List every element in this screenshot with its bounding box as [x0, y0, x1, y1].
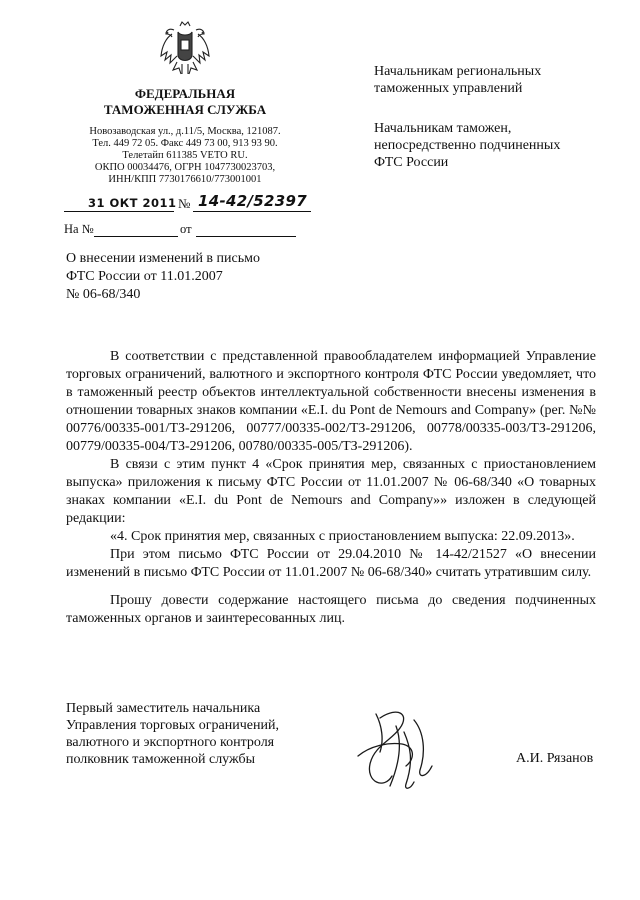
ref-date-underline — [196, 236, 296, 237]
letter-body — [66, 348, 596, 628]
subject-line1: О внесении изменений в письмо — [66, 251, 260, 266]
body-paragraph-2: В связи с этим пункт 4 «Срок принятия мер, связанных с приостановлением выпуска» приложения к письму ФТС России от 11.01.2007 № 06-68/340 «О товарных знаках компании «E.I. du Pont de Nemours and Company»» изложен в следующей редакции: — [66, 457, 596, 526]
addressee-1-line1: Начальникам региональных — [374, 64, 542, 79]
addressee-1-line2: таможенных управлений — [374, 81, 523, 96]
signatory-title-line3: валютного и экспортного контроля — [66, 735, 275, 750]
org-phone-fax: Тел. 449 72 05. Факс 449 73 00, 913 93 90. — [92, 138, 278, 149]
number-underline — [193, 211, 311, 212]
outgoing-date-stamp: 31 ОКТ 2011 — [88, 196, 177, 210]
state-emblem-icon — [158, 20, 212, 78]
ref-number-underline — [94, 236, 178, 237]
org-name-line2: ТАМОЖЕННАЯ СЛУЖБА — [103, 102, 267, 117]
addressee-2-line1: Начальникам таможен, — [374, 121, 512, 136]
body-paragraph-3: «4. Срок принятия мер, связанных с приостановлением выпуска: 22.09.2013». — [110, 529, 575, 544]
org-inn-kpp: ИНН/КПП 7730176610/773001001 — [108, 174, 262, 185]
addressee-2-line3: ФТС России — [374, 155, 449, 170]
signatory-title-line1: Первый заместитель начальника — [66, 701, 261, 716]
body-paragraph-5: Прошу довести содержание настоящего письма до сведения подчиненных таможенных органов и заинтересованных лиц. — [66, 593, 596, 626]
org-address: Новозаводская ул., д.11/5, Москва, 121087. — [89, 126, 281, 137]
handwritten-signature — [340, 706, 450, 796]
body-paragraph-1: В соответствии с представленной правообладателем информацией Управление торговых ограничений, валютного и экспортного контроля ФТС России уведомляет, что в таможенный реестр объектов интеллектуальной собственности внесены изменения в отношении товарных знаков компании «E.I. du Pont de Nemours and Company» (рег. №№ 00776/00335-001/ТЗ-291206, 00777/00335-002/ТЗ-291206, 00778/00335-003/ТЗ-291206, 00779/00335-004/ТЗ-291206, 00780/00335-005/ТЗ-291206). — [66, 349, 596, 454]
ref-date-label: от — [180, 222, 192, 236]
org-teletype: Телетайп 611385 VETO RU. — [122, 150, 248, 161]
outgoing-number-label: № — [178, 196, 191, 211]
addressee-2-line2: непосредственно подчиненных — [374, 138, 561, 153]
org-okpo-ogrn: ОКПО 00034476, ОГРН 1047730023703, — [94, 162, 276, 173]
subject-line3: № 06-68/340 — [66, 287, 141, 302]
outgoing-number-handwritten: 14-42/52397 — [198, 192, 307, 210]
subject-line2: ФТС России от 11.01.2007 — [66, 269, 223, 284]
body-paragraph-4: При этом письмо ФТС России от 29.04.2010 № 14-42/21527 «О внесении изменений в письмо ФТС России от 11.01.2007 № 06-68/340» считать утратившим силу. — [66, 547, 596, 580]
signatory-title-line4: полковник таможенной службы — [66, 752, 256, 767]
date-underline — [64, 211, 174, 212]
signer-name: А.И. Рязанов — [516, 751, 594, 766]
ref-number-label: На № — [64, 222, 94, 236]
signatory-title-line2: Управления торговых ограничений, — [66, 718, 279, 733]
org-name-line1: ФЕДЕРАЛЬНАЯ — [134, 86, 236, 101]
